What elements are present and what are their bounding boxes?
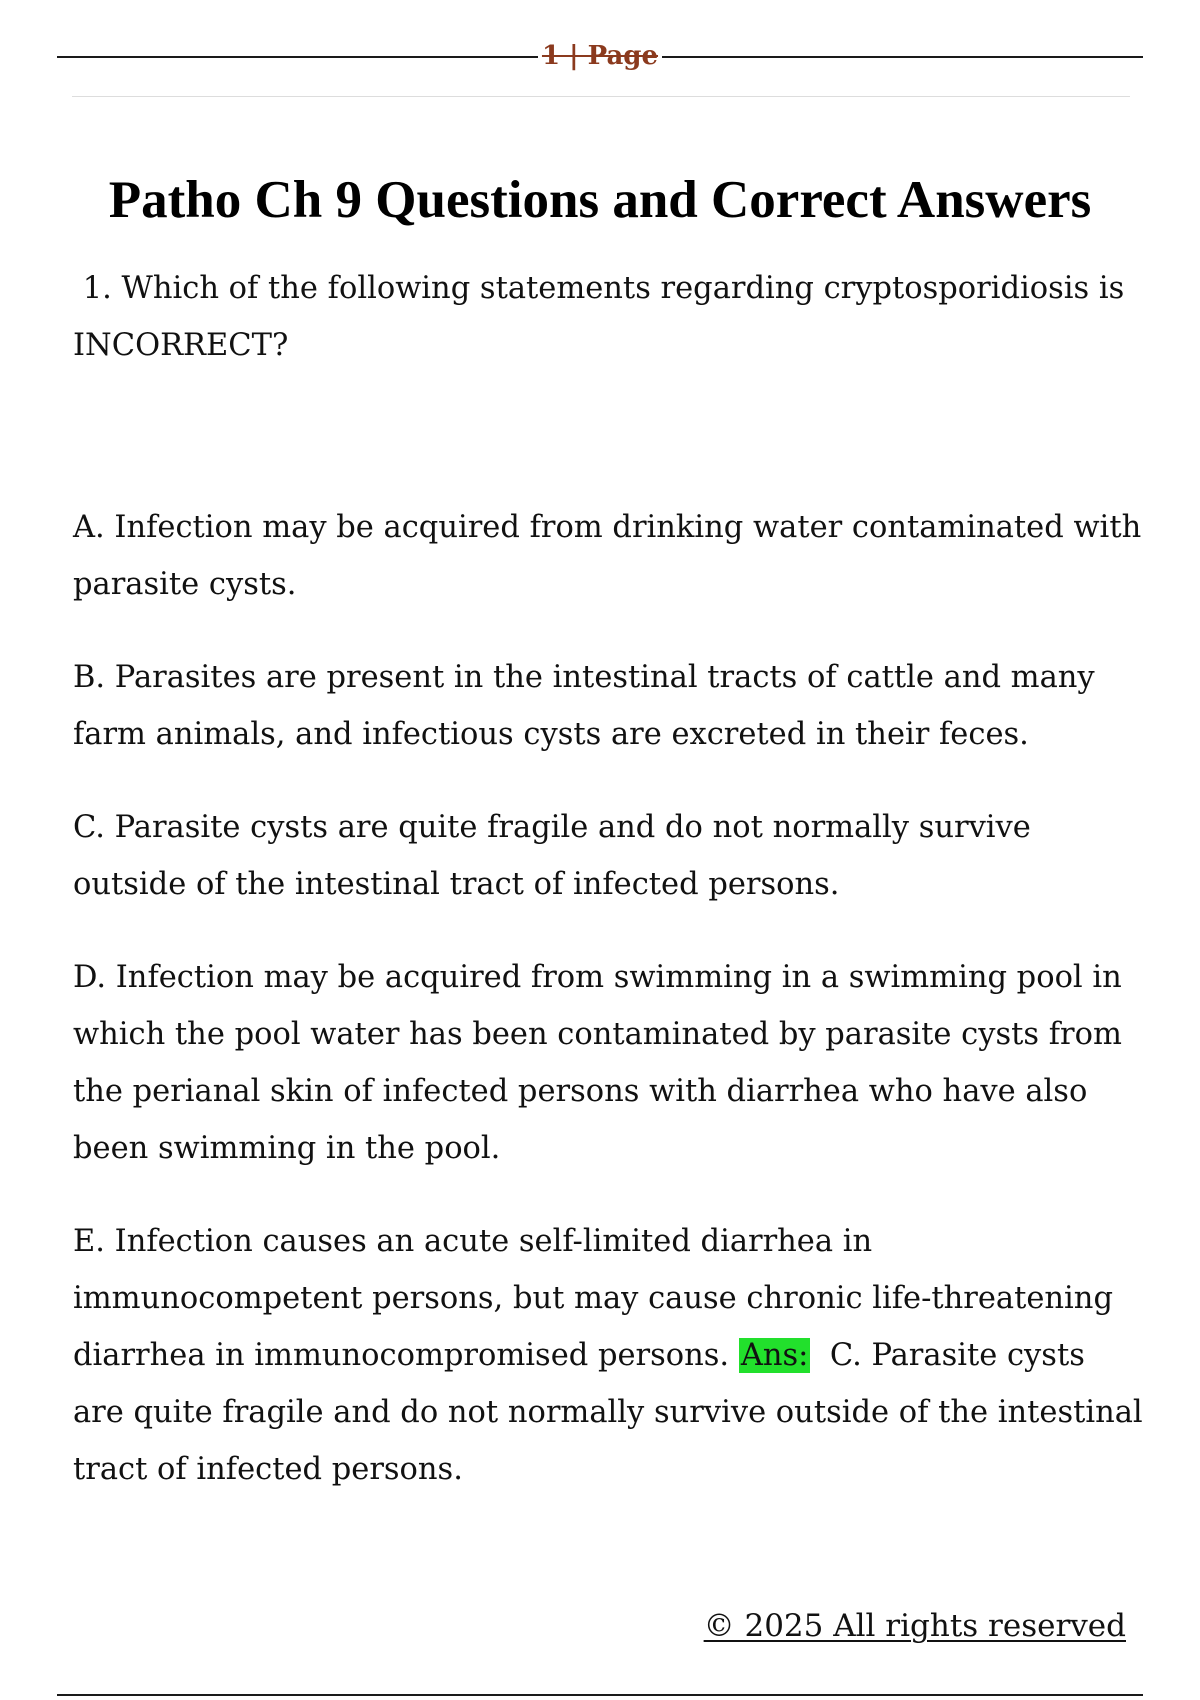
header-divider: [72, 96, 1130, 97]
option-a: A. Infection may be acquired from drinking water contaminated with parasite cysts.: [73, 510, 1142, 602]
page-number-header: [0, 36, 1200, 76]
option-d: D. Infection may be acquired from swimming in a swimming pool in which the pool water has been contaminated by parasite cysts from the perianal skin of infected persons with diarrhea who have also been swimming in the pool.: [73, 960, 1122, 1166]
page-number-label: 1 | Page: [538, 41, 662, 71]
option-e-with-answer: [73, 1213, 1143, 1498]
question-spacer: [73, 374, 1143, 499]
question-stem: [73, 260, 1143, 374]
question-text-wrap: [73, 260, 1143, 374]
option-c: C. Parasite cysts are quite fragile and do not normally survive outside of the intestinal tract of infected persons.: [73, 810, 1031, 902]
footer-rule: [57, 1694, 1143, 1696]
answer-label: Ans:: [740, 1338, 809, 1373]
option-e: E. Infection causes an acute self-limited diarrhea in immunocompetent persons, but may cause chronic life-threatening diarrhea in immunocompromised persons.: [73, 1224, 1113, 1373]
question-text: Which of the following statements regarding cryptosporidiosis is INCORRECT?: [73, 271, 1125, 363]
document-title: Patho Ch 9 Questions and Correct Answers: [108, 171, 1092, 229]
option-b: B. Parasites are present in the intestinal tracts of cattle and many farm animals, and infectious cysts are excreted in their feces.: [73, 660, 1095, 752]
question-block: [73, 260, 1143, 1534]
answer-text: C. Parasite cysts are quite fragile and do not normally survive outside of the intestinal tract of infected persons.: [73, 1338, 1143, 1487]
copyright-notice: © 2025 All rights reserved: [703, 1608, 1126, 1644]
question-number: 1.: [82, 271, 112, 306]
